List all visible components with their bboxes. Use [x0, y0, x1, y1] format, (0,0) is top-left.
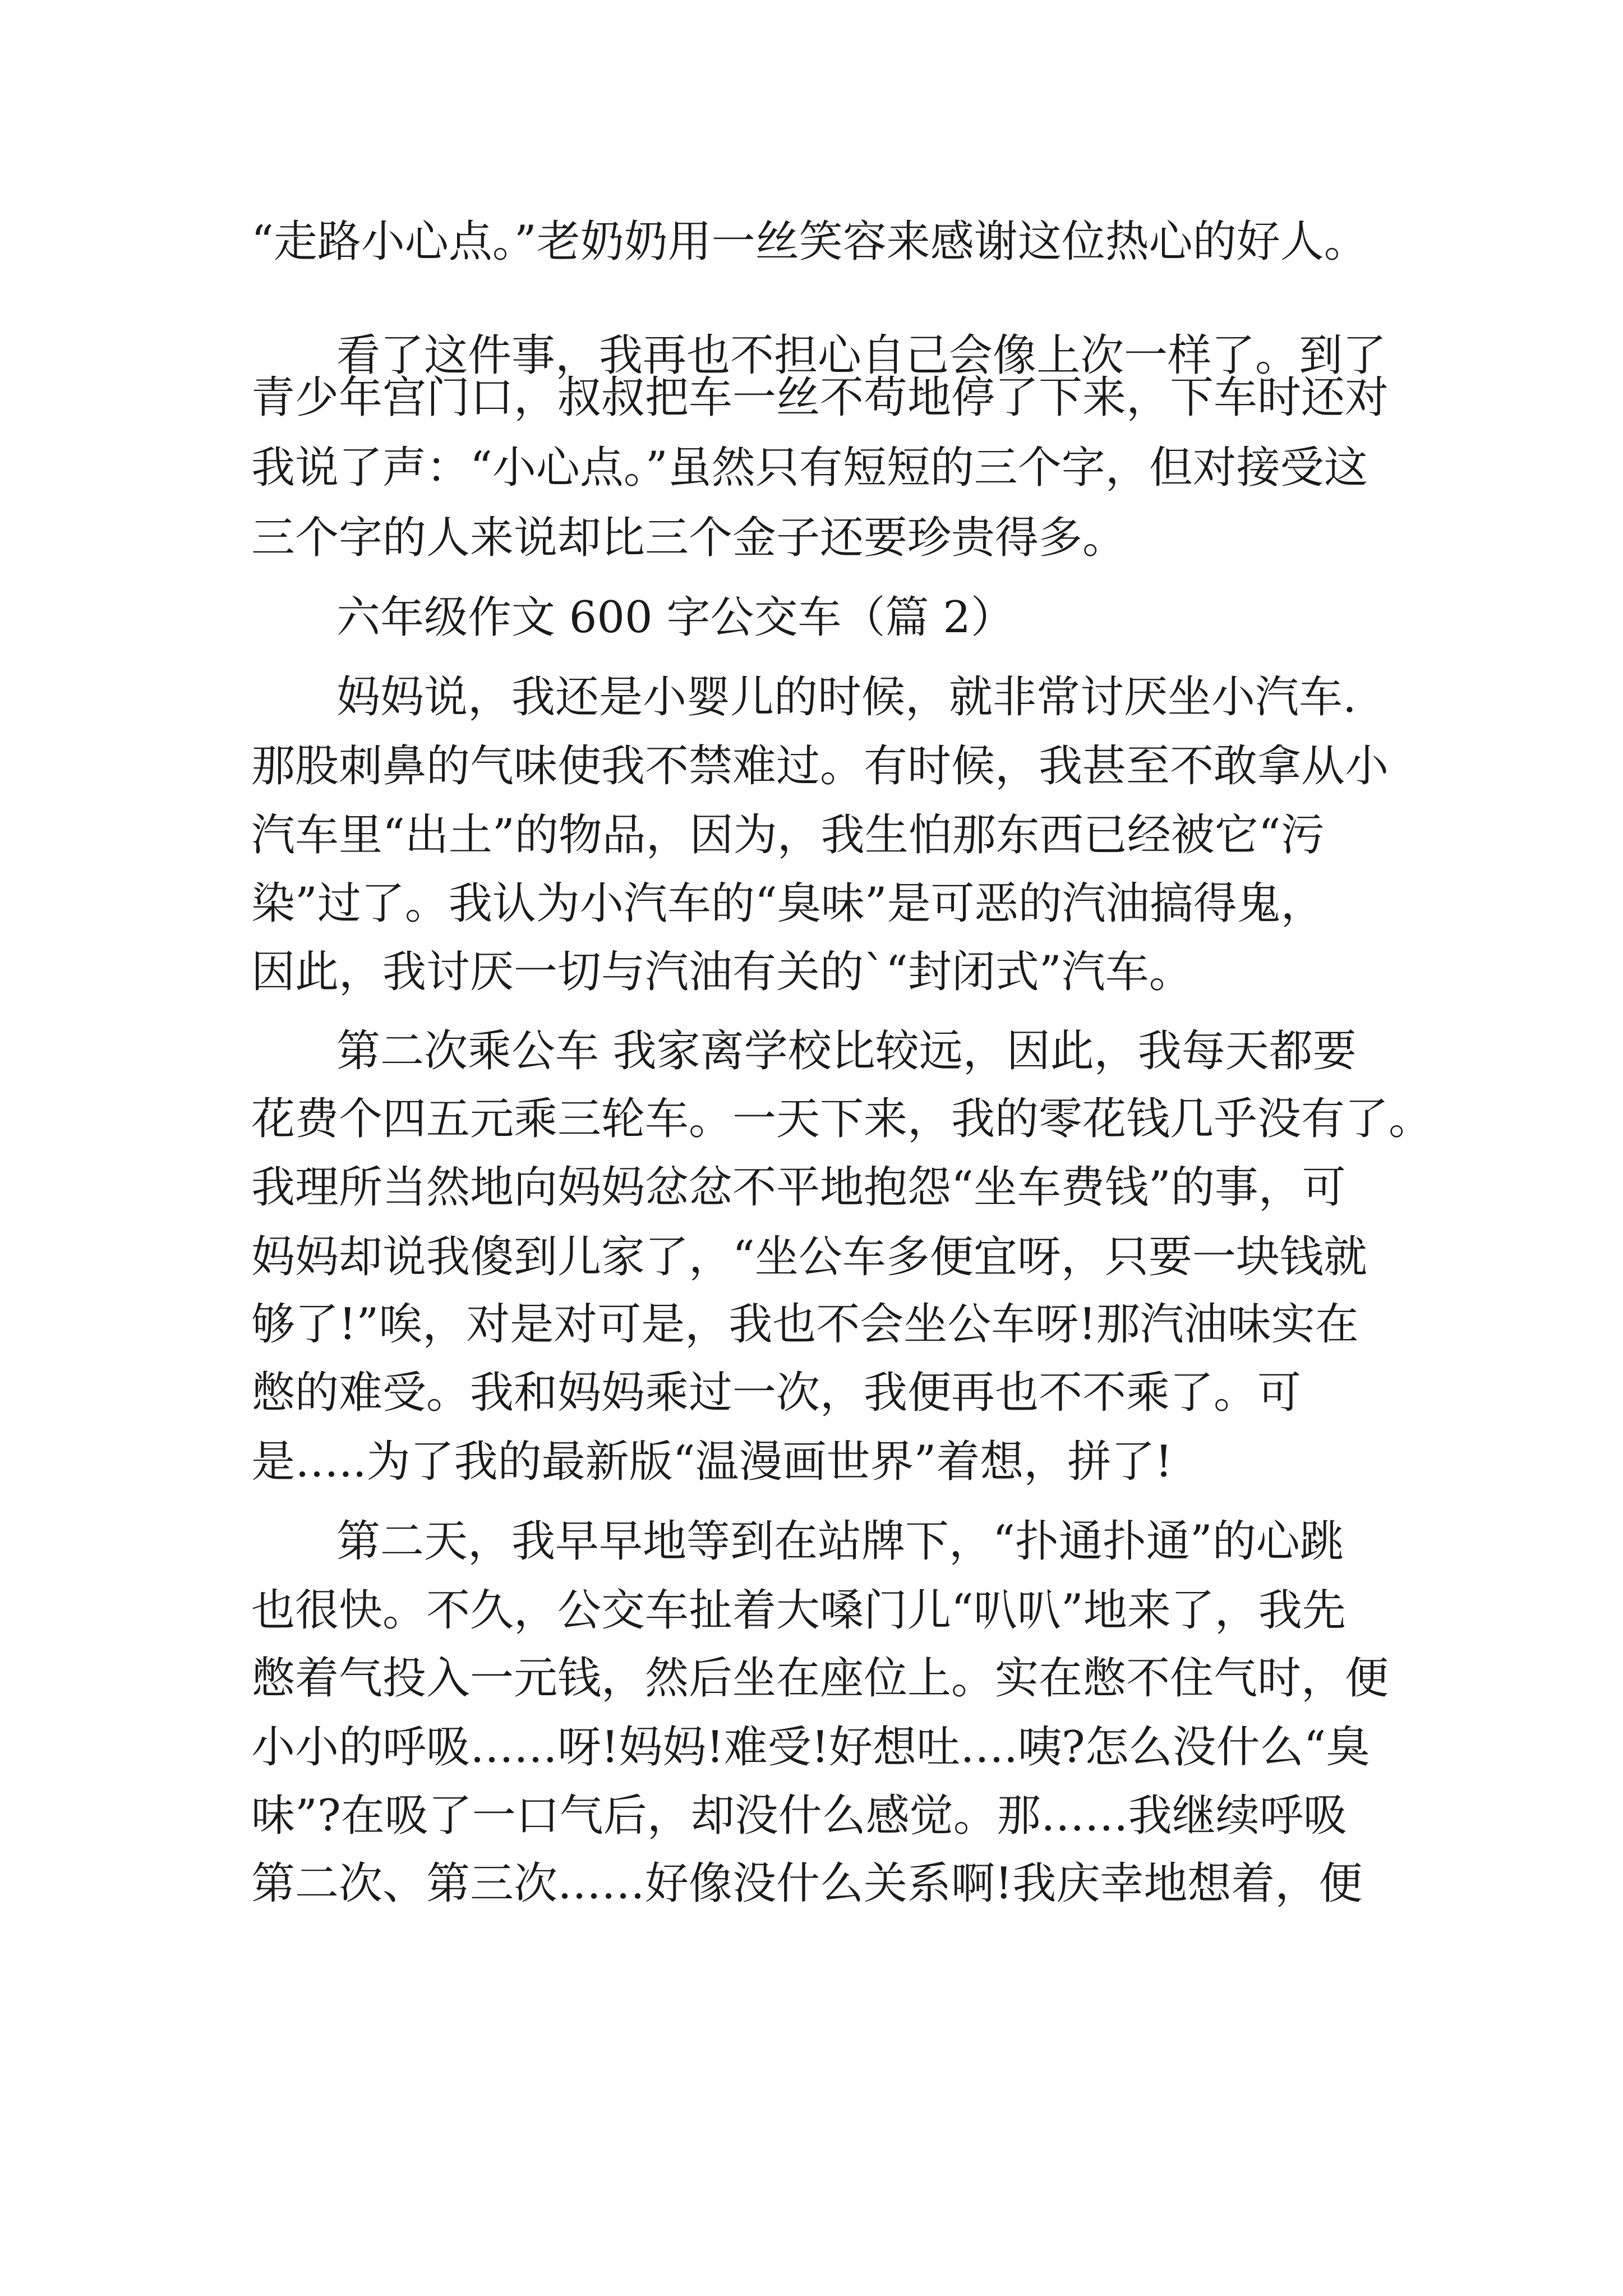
text-line-5: 三个字的人来说却比三个金子还要珍贵得多。	[251, 513, 1127, 563]
text-line-20: 也很快。不久，公交车扯着大嗓门儿“叭叭”地来了，我先	[251, 1585, 1346, 1636]
text-line-14: 我理所当然地向妈妈忿忿不平地抱怨“坐车费钱”的事，可	[251, 1162, 1346, 1213]
text-line-22: 小小的呼吸……呀!妈妈!难受!好想吐….咦?怎么没什么“臭	[251, 1722, 1370, 1773]
text-line-4: 我说了声：“小心点。”虽然只有短短的三个字，但对接受这	[251, 443, 1368, 493]
text-line-11: 因此，我讨厌一切与汽油有关的`“封闭式”汽车。	[251, 947, 1193, 997]
section-heading: 六年级作文 600 字公交车（篇 2）	[336, 592, 1015, 643]
text-line-8: 那股刺鼻的气味使我不禁难过。有时候，我甚至不敢拿从小	[251, 741, 1389, 792]
text-line-21: 憋着气投入一元钱，然后坐在座位上。实在憋不住气时，便	[251, 1653, 1389, 1704]
text-line-3: 青少年宫门口，叔叔把车一丝不苟地停了下来，下车时还对	[251, 372, 1389, 423]
text-line-9: 汽车里“出土”的物品，因为，我生怕那东西已经被它“污	[251, 810, 1325, 861]
text-line-16: 够了!”唉，对是对可是，我也不会坐公车呀!那汽油味实在	[251, 1299, 1359, 1350]
text-line-17: 憋的难受。我和妈妈乘过一次，我便再也不不乘了。可	[251, 1368, 1302, 1418]
text-line-24: 第二次、第三次……好像没什么关系啊!我庆幸地想着，便	[251, 1858, 1363, 1909]
text-line-1: “走路小心点。”老奶奶用一丝笑容来感谢这位热心的好人。	[251, 217, 1368, 267]
text-line-13: 花费个四五元乘三轮车。一天下来，我的零花钱几乎没有了。	[251, 1094, 1433, 1144]
text-line-12: 第二次乘公车 我家离学校比较远，因此，我每天都要	[336, 1026, 1357, 1076]
text-line-2: 看了这件事，我再也不担心自己会像上次一样了。到了	[336, 330, 1387, 381]
text-line-10: 染”过了。我认为小汽车的“臭味”是可恶的汽油搞得鬼，	[251, 878, 1325, 929]
text-line-7: 妈妈说，我还是小婴儿的时候，就非常讨厌坐小汽车.	[336, 672, 1357, 723]
text-line-23: 味”?在吸了一口气后，却没什么感觉。那……我继续呼吸	[251, 1791, 1347, 1841]
text-line-18: 是…..为了我的最新版“温漫画世界”着想，拼了!	[251, 1437, 1173, 1487]
text-line-19: 第二天，我早早地等到在站牌下，“扑通扑通”的心跳	[336, 1516, 1344, 1567]
text-line-15: 妈妈却说我傻到儿家了，“坐公车多便宜呀，只要一块钱就	[251, 1232, 1367, 1282]
